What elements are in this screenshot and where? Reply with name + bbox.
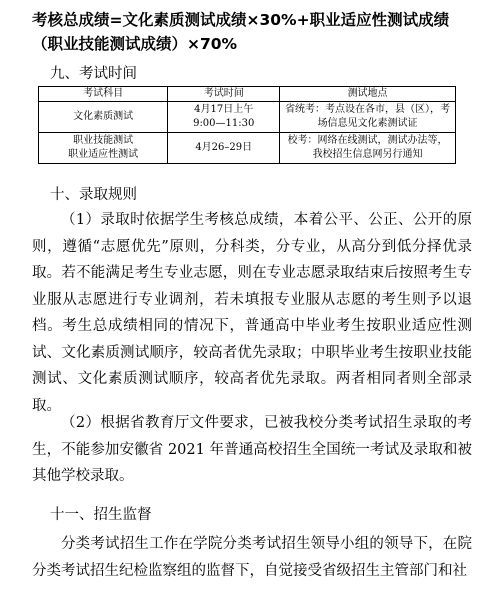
- row2-subject: [39, 133, 168, 164]
- score-formula: 考核总成绩=文化素质测试成绩×30%+职业适应性测试成绩（职业技能测试成绩）×70%: [32, 11, 450, 53]
- table-header-row: [39, 87, 456, 102]
- section-eleven-heading: 十一、招生监督: [50, 507, 152, 523]
- header-subject: 考试科目: [39, 87, 168, 102]
- row1-time-line2: 9:00—11:30: [193, 118, 255, 129]
- admission-rule-paragraph-1: （1）录取时依据学生考核总成绩，本着公平、公正、公开的原则，遵循“志愿优先”原则，分科类，分专业，从高分到低分择优录取。若不能满足考生专业志愿，则在专业志愿录取结束后按照考生专业服从志愿进行专业调剂，若未填报专业服从志愿的考生则予以退档。考生总成绩相同的情况下，普通高中毕业考生按职业适应性测试、文化素质测试顺序，较高者优先录取；中职毕业考生按职业技能测试、文化素质测试顺序，较高者优先录取。两者相同者则全部录取。: [32, 212, 472, 414]
- row1-time: [168, 102, 280, 133]
- row2-location: 校考：网络在线测试，测试办法等，我校招生信息网另行通知: [280, 133, 456, 164]
- row2-subject-line1: 职业技能测试: [73, 135, 134, 146]
- table-row: [39, 102, 456, 133]
- section-ten-heading: 十、录取规则: [50, 187, 137, 203]
- row2-time: 4月26–29日: [168, 133, 280, 164]
- supervision-paragraph: 分类考试招生工作在学院分类考试招生领导小组的领导下，在院分类考试招生纪检监察组的监督下，自觉接受省级招生主管部门和社: [32, 536, 472, 579]
- admission-rule-paragraph-2: （2）根据省教育厅文件要求，已被我校分类考试招生录取的考生，不能参加安徽省 2021 年普通高校招生全国统一考试及录取和被其他学校录取。: [32, 415, 472, 484]
- row1-location: 省统考：考点设在各市，县（区），考场信息见文化素测试证: [280, 102, 456, 133]
- row1-subject: 文化素质测试: [39, 102, 168, 133]
- header-time: 考试时间: [168, 87, 280, 102]
- table-row: [39, 133, 456, 164]
- row2-subject-line2: 职业适应性测试: [68, 149, 139, 160]
- header-location: 测试地点: [280, 87, 456, 102]
- row1-time-line1: 4月17日上午: [194, 104, 254, 115]
- section-nine-heading: 九、考试时间: [50, 66, 137, 82]
- exam-schedule-table: [38, 86, 456, 164]
